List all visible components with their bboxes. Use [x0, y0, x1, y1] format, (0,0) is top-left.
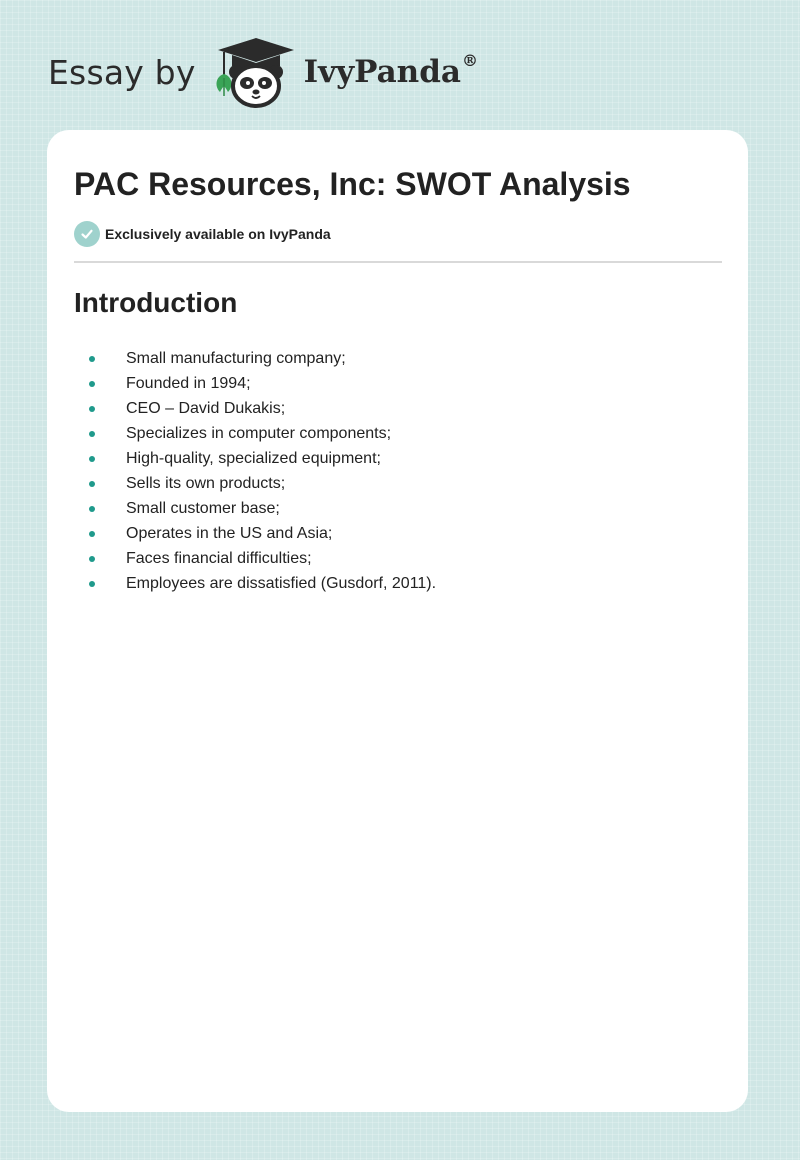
- bullet-dot-icon: [89, 481, 95, 487]
- brand-name[interactable]: IvyPanda®: [303, 50, 478, 90]
- introduction-list: [74, 346, 436, 596]
- site-header: [48, 36, 478, 108]
- title-divider: [74, 261, 722, 263]
- list-item: CEO – David Dukakis;: [74, 396, 436, 421]
- bullet-dot-icon: [89, 456, 95, 462]
- bullet-dot-icon: [89, 506, 95, 512]
- check-icon: [74, 221, 100, 247]
- badge-text: Exclusively available on IvyPanda: [105, 226, 331, 242]
- bullet-dot-icon: [89, 431, 95, 437]
- list-item: Small customer base;: [74, 496, 436, 521]
- list-item: Small manufacturing company;: [74, 346, 436, 371]
- list-item: Operates in the US and Asia;: [74, 521, 436, 546]
- registered-mark: ®: [461, 50, 478, 70]
- list-item: High-quality, specialized equipment;: [74, 446, 436, 471]
- essay-card: [47, 130, 748, 1112]
- bullet-dot-icon: [89, 581, 95, 587]
- list-item: Founded in 1994;: [74, 371, 436, 396]
- page-title: PAC Resources, Inc: SWOT Analysis: [74, 166, 631, 202]
- section-heading-introduction: Introduction: [74, 287, 238, 318]
- bullet-dot-icon: [89, 381, 95, 387]
- panda-graduate-icon[interactable]: [210, 36, 302, 108]
- list-item: Sells its own products;: [74, 471, 436, 496]
- bullet-dot-icon: [89, 356, 95, 362]
- bullet-dot-icon: [89, 531, 95, 537]
- list-item: Faces financial difficulties;: [74, 546, 436, 571]
- essay-by-label: Essay by: [48, 52, 196, 92]
- list-item: Specializes in computer components;: [74, 421, 436, 446]
- bullet-dot-icon: [89, 556, 95, 562]
- exclusive-badge: [74, 221, 331, 247]
- bullet-dot-icon: [89, 406, 95, 412]
- list-item: Employees are dissatisfied (Gusdorf, 2011).: [74, 571, 436, 596]
